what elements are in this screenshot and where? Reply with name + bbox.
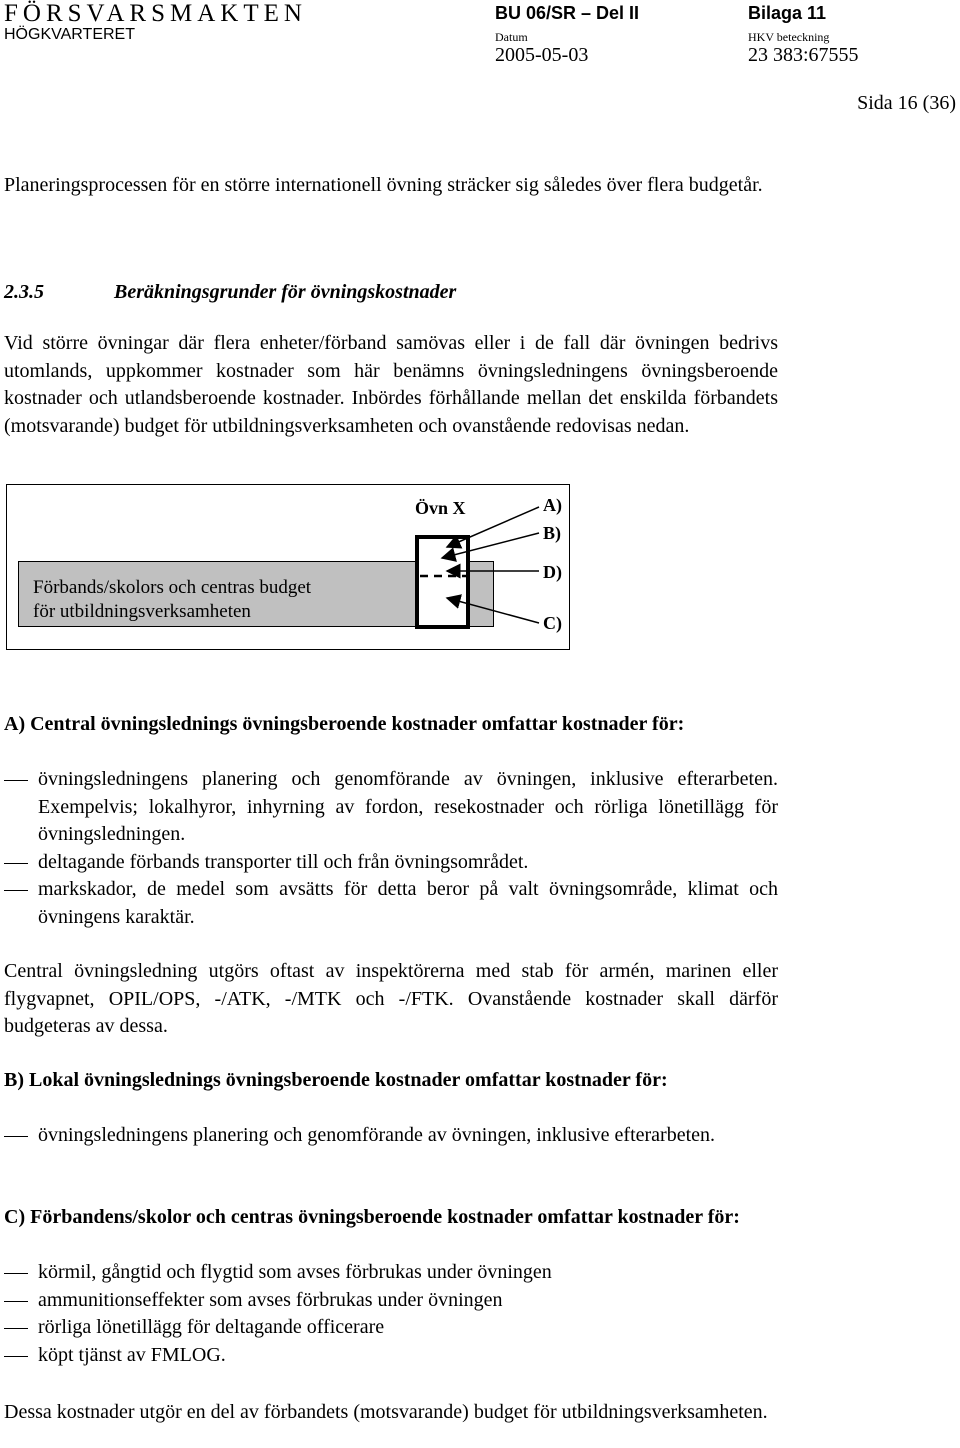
list-item: markskador, de medel som avsätts för detta beror på valt övningsområde, klimat och övningens karaktär. [4, 876, 778, 931]
budget-diagram [6, 484, 570, 650]
exercise-label: Övn X [415, 498, 466, 518]
label-a: A) [543, 495, 562, 515]
section-body: Vid större övningar där flera enheter/förband samövas eller i de fall där övningen bedrivs utomlands, uppkommer kostnader som här benämns övningsledningens övningsberoende kostnader och utlandsberoende kostnader. Inbördes förhållande mellan det enskilda förbandets (motsvarande) budget för utbildningsverksamheten och ovanstående redovisas nedan. [4, 332, 778, 437]
reference-label: HKV beteckning [748, 30, 830, 44]
block-a-heading: A) Central övningslednings övningsberoende kostnader omfattar kostnader för: [4, 713, 685, 735]
closing-paragraph: Dessa kostnader utgör en del av förbandets (motsvarande) budget för utbildningsverksamheten. [4, 1401, 768, 1423]
budget-box-line2: för utbildningsverksamheten [33, 601, 251, 622]
section-number: 2.3.5 [4, 281, 44, 303]
label-d: D) [543, 562, 562, 582]
budget-box-line1: Förbands/skolors och centras budget [33, 577, 312, 598]
block-a-note: Central övningsledning utgörs oftast av inspektörerna med stab för armén, marinen eller flygvapnet, OPIL/OPS, -/ATK, -/MTK och -/FTK. Ovanstående kostnader skall därför budgeteras av dessa. [4, 960, 778, 1037]
org-unit: HÖGKVARTERET [4, 26, 135, 43]
list-item: rörliga lönetillägg för deltagande officerare [4, 1314, 778, 1342]
section-heading [4, 281, 456, 304]
document-reference: BU 06/SR – Del II [495, 3, 640, 23]
label-c: C) [543, 613, 562, 633]
section-title: Beräkningsgrunder för övningskostnader [114, 281, 457, 303]
block-a-list [4, 766, 778, 931]
date-value: 2005-05-03 [495, 44, 589, 66]
list-item: körmil, gångtid och flygtid som avses förbrukas under övningen [4, 1259, 778, 1287]
list-item: köpt tjänst av FMLOG. [4, 1342, 778, 1370]
org-name: FÖRSVARSMAKTEN [4, 0, 307, 27]
block-c-heading: C) Förbandens/skolor och centras övningsberoende kostnader omfattar kostnader för: [4, 1206, 740, 1228]
list-item: övningsledningens planering och genomförande av övningen, inklusive efterarbeten. Exempelvis; lokalhyror, inhyrning av fordon, resekostnader och rörliga lönetillägg för övningsledningen. [4, 766, 778, 849]
list-item: övningsledningens planering och genomförande av övningen, inklusive efterarbeten. [4, 1122, 778, 1150]
exercise-box [417, 537, 468, 627]
appendix-label: Bilaga 11 [748, 3, 827, 23]
list-item: ammunitionseffekter som avses förbrukas under övningen [4, 1287, 778, 1315]
diagram-arrows [7, 485, 571, 651]
date-label: Datum [495, 30, 528, 44]
label-b: B) [543, 523, 561, 543]
block-b-list [4, 1122, 778, 1150]
page-number: Sida 16 (36) [857, 92, 956, 114]
block-c-list [4, 1259, 778, 1369]
list-item: deltagande förbands transporter till och från övningsområdet. [4, 849, 778, 877]
block-b-heading: B) Lokal övningslednings övningsberoende kostnader omfattar kostnader för: [4, 1069, 668, 1091]
reference-value: 23 383:67555 [748, 44, 859, 66]
intro-paragraph: Planeringsprocessen för en större internationell övning sträcker sig således över flera budgetår. [4, 174, 763, 196]
